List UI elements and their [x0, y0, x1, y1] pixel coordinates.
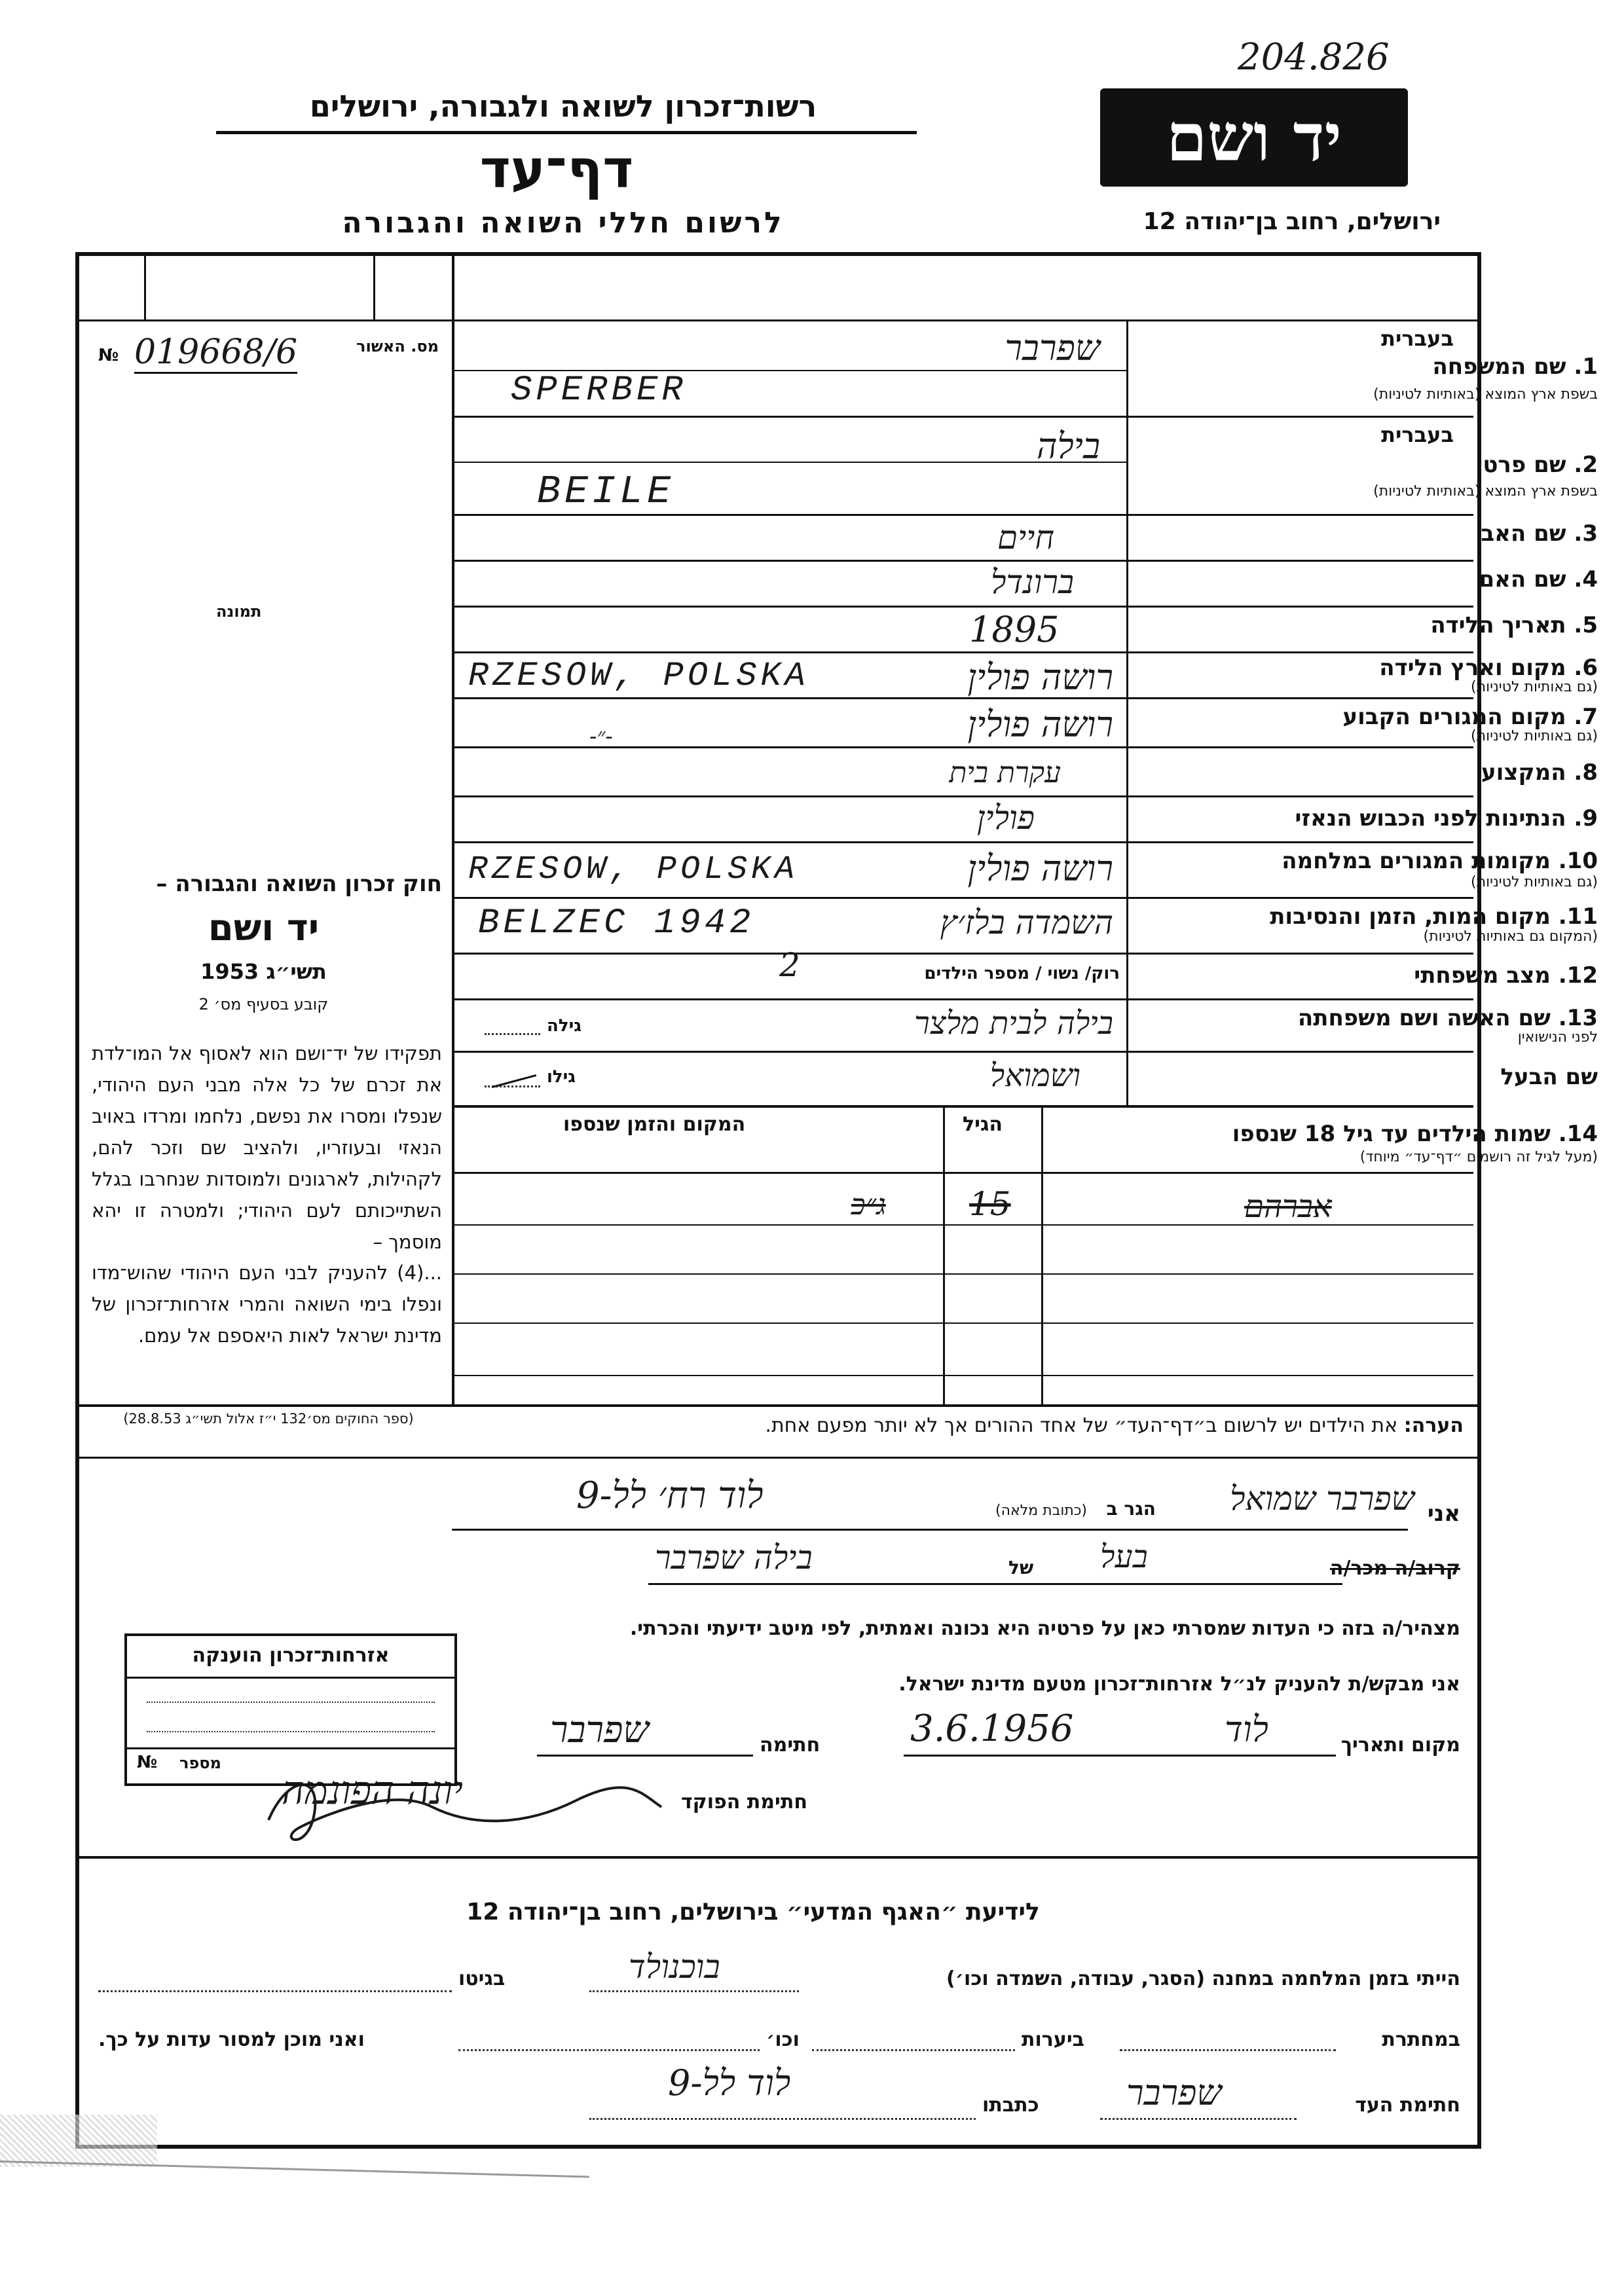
row-line-12 [454, 998, 1473, 1000]
field-9-value: פולין [976, 799, 1035, 837]
row-line-13 [454, 1051, 1473, 1053]
approval-label: מס. האשור [356, 337, 439, 355]
child-place: ג״כ [851, 1188, 886, 1222]
memorial-box-line-2 [147, 1731, 435, 1732]
footer-sig-line [1100, 2118, 1297, 2120]
field-12-extra: רוק/ נשוי / מספר הילדים [924, 964, 1120, 983]
field-2-sub: בשפת ארץ המוצא (באותיות לטיניות) [1373, 483, 1598, 500]
note-bottom-line [75, 1457, 1477, 1459]
field-11-sub: (המקום גם באותיות לטיניות) [1423, 928, 1598, 945]
field-9-label [1295, 805, 1598, 831]
row-line-2a [454, 462, 1126, 463]
child-name: אברהם [1244, 1188, 1332, 1225]
row-line-14 [454, 1105, 1473, 1108]
field-1-label-text: שם המשפחה [1432, 354, 1566, 380]
form-subtitle: לרשום חללי השואה והגבורה [342, 206, 784, 240]
memorial-box-line-1 [147, 1702, 435, 1703]
field-1-num: 1. [1574, 354, 1598, 380]
field-6-num: 6. [1574, 655, 1598, 681]
children-title [1232, 1121, 1598, 1147]
memorial-box-number-label: מספר [179, 1754, 221, 1772]
photo-label: תמונה [216, 602, 262, 621]
footer-addr-value: לוד לל-9 [668, 2062, 791, 2104]
decl-place-date-label: מקום ותאריך [1340, 1734, 1460, 1757]
memorial-box-title: אזרחות־זכרון הוענקה [127, 1636, 454, 1679]
field-4-num: 4. [1574, 566, 1598, 592]
field-1-lang: בעברית [1381, 326, 1454, 351]
decl-of-label: של [1008, 1557, 1034, 1578]
field-9-label-text: הנתינות לפני הכבוש הנאזי [1295, 805, 1566, 831]
field-1-value-he: שפרבר [1005, 327, 1100, 369]
note-text: את הילדים יש לרשום ב״דף־העד״ של אחד ההורים אך לא יותר מפעם אחת. [765, 1414, 1398, 1437]
field-13-age-label: גילה [547, 1016, 581, 1036]
law-year: תשי״ג 1953 [200, 959, 327, 984]
header-underline [216, 131, 917, 134]
footer-line1-fill-2 [98, 1990, 452, 1992]
footer-line1-fill [589, 1990, 799, 1992]
footer-addr-line [589, 2118, 976, 2120]
field-5-label-text: תאריך הלידה [1430, 612, 1566, 638]
decl-signature: שפרבר [550, 1709, 649, 1751]
field-6-label-text: מקום וארץ הלידה [1379, 655, 1566, 681]
memorial-box [124, 1633, 457, 1786]
field-5-label [1430, 612, 1598, 638]
field-4-label-text: שם האם [1479, 566, 1566, 592]
decl-place: לוד [1225, 1709, 1268, 1750]
field-12-num: 12. [1558, 962, 1598, 989]
children-col-b [943, 1105, 945, 1406]
note-row [765, 1414, 1464, 1437]
field-13-num: 13. [1558, 1005, 1598, 1031]
row-line-4 [454, 606, 1473, 608]
children-col-age: הגיל [963, 1113, 1003, 1136]
field-13-label-text: שם האשה ושם משפחתה [1297, 1005, 1551, 1031]
decl-line-date [904, 1755, 1336, 1757]
decl-address-hint: (כתובת מלאה) [995, 1503, 1087, 1519]
field-10-sub: (גם באותיות לטיניות) [1471, 874, 1598, 890]
children-header-line [454, 1172, 1473, 1174]
field-13-value: בילה לבית מלצר [914, 1005, 1113, 1042]
law-name: יד ושם [208, 907, 320, 949]
children-num: 14. [1558, 1121, 1598, 1147]
field-13-sub: לפני הנישואין [1517, 1029, 1598, 1046]
field-3-num: 3. [1574, 520, 1598, 547]
field-6-value-latin: RZESOW, POLSKA [468, 657, 809, 695]
yad-vashem-logo [1100, 88, 1408, 187]
decl-of-value: בילה שפרבר [655, 1539, 813, 1576]
field-6-value-he: רושה פולין [967, 657, 1113, 698]
children-row-2 [454, 1273, 1473, 1275]
field-10-value-latin: RZESOW, POLSKA [468, 851, 799, 888]
row-line-10 [454, 897, 1473, 899]
field-4-label [1479, 566, 1598, 592]
approval-value: 019668/6 [134, 333, 297, 374]
field-2-label [1476, 452, 1598, 478]
field-8-label-text: המקצוע [1481, 759, 1566, 786]
law-title: חוק זכרון השואה והגבורה – [156, 871, 442, 897]
header-address: ירושלים, רחוב בן־יהודה 12 [1143, 208, 1441, 235]
field-3-value: חיים [997, 519, 1054, 556]
field-10-value-he: רושה פולין [967, 848, 1113, 889]
field-7-value-he: רושה פולין [967, 704, 1113, 745]
field-12-label-text: מצב משפחתי [1414, 962, 1551, 989]
row-line-8 [454, 795, 1473, 797]
field-2-label-text: שם פרטי [1476, 452, 1566, 478]
field-5-num: 5. [1574, 612, 1598, 638]
field-2-value-he: בילה [1036, 426, 1100, 467]
institution-name: רשות־זכרון לשואה ולגבורה, ירושלים [309, 88, 817, 124]
decl-relation: בעל [1100, 1539, 1148, 1575]
form-title: דף־עד [479, 139, 634, 200]
law-text-1: תפקידו של יד־ושם הוא לאסוף אל המו־לדת את זכרם של כל אלה מבני העם היהודי, שנפלו ומסרו את נפשם, נלחמו ומרדו באויב הנאזי ובעוזריו, ולהציב שם וזכר להם, לקהילות, לארגונים ולמוסדות שנחרבו בגלל השתייכותם לעם היהודי; ולמטרה זו יהא מוסמך – [92, 1042, 442, 1253]
husband-value: ושמואל [989, 1057, 1080, 1094]
decl-name: שפרבר שמואל [1230, 1480, 1414, 1518]
row-line-3 [454, 560, 1473, 562]
top-strip-tick-b [373, 256, 375, 319]
row-line-9 [454, 841, 1473, 843]
children-col-a [1041, 1105, 1043, 1406]
footer-line2-b: ביערות [1022, 2028, 1084, 2051]
footer-line2-fill-b [812, 2049, 1015, 2051]
footer-title: לידיעת ״האגף המדעי״ בירושלים, רחוב בן־יהודה 12 [466, 1899, 1040, 1925]
label-divider [1126, 319, 1128, 1105]
decl-date: 3.6.1956 [910, 1707, 1074, 1750]
field-8-num: 8. [1574, 759, 1598, 786]
field-7-label [1342, 704, 1598, 730]
field-11-num: 11. [1558, 903, 1598, 930]
field-10-num: 10. [1558, 848, 1598, 874]
row-line-5 [454, 651, 1473, 653]
field-12-value: 2 [779, 946, 800, 984]
decl-i-label: אני [1427, 1501, 1460, 1527]
footer-addr-label: כתבתו [982, 2094, 1039, 2117]
field-3-label [1481, 520, 1598, 547]
logo-text: יד ושם [1166, 99, 1342, 176]
field-13-label [1298, 1005, 1598, 1031]
field-9-num: 9. [1574, 805, 1598, 831]
field-4-value: ברונדל [991, 563, 1074, 601]
top-strip-line [75, 319, 1477, 321]
field-1-sub: בשפת ארץ המוצא (באותיות לטיניות) [1373, 386, 1598, 403]
field-11-label [1270, 903, 1598, 930]
children-title-text: שמות הילדים עד גיל 18 שנספו [1232, 1121, 1551, 1147]
children-row-4 [454, 1375, 1473, 1376]
field-2-value-latin: BEILE [537, 470, 675, 515]
field-12-label [1414, 962, 1598, 989]
field-11-value-he: השמדה בלז׳ץ [940, 903, 1113, 941]
decl-relation-label: קרוב/ה מכר/ה [1329, 1557, 1460, 1580]
field-7-sub: (גם באותיות לטיניות) [1471, 728, 1598, 744]
field-7-value-latin: -״- [589, 723, 613, 750]
field-5-value: 1895 [969, 609, 1060, 650]
decl-line-1 [452, 1529, 1408, 1531]
field-11-value-latin: BELZEC 1942 [478, 903, 755, 943]
field-10-label-text: מקומות המגורים במלחמה [1282, 848, 1551, 874]
children-row-3 [454, 1322, 1473, 1324]
field-8-label [1481, 759, 1598, 786]
decl-line-2 [648, 1583, 1342, 1585]
decl-resides: הגר ב [1106, 1498, 1156, 1520]
decl-official-label: חתימת הפוקד [681, 1791, 807, 1813]
footer-sig-value: שפרבר [1126, 2072, 1222, 2113]
field-6-label [1379, 655, 1598, 681]
field-11-label-text: מקום המות, הזמן והנסיבות [1270, 903, 1551, 930]
memorial-box-no-mark: № [137, 1753, 158, 1772]
footer-line1-label: הייתי בזמן המלחמה במחנה (הסגר, עבודה, השמדה וכו׳) [946, 1967, 1460, 1990]
decl-line-sig [537, 1755, 753, 1757]
field-8-value: עקרת בית [949, 756, 1061, 790]
law-clause: קובע בסעיף מס׳ 2 [198, 995, 329, 1013]
field-7-num: 7. [1574, 704, 1598, 730]
law-ref: (ספר החוקים מס׳132 י״ז אלול תשי״ג 28.8.53) [123, 1411, 414, 1427]
footer-sig-label: חתימת העד [1355, 2094, 1460, 2117]
field-7-label-text: מקום המגורים הקבוע [1342, 704, 1566, 730]
child-age: 15 [969, 1185, 1011, 1223]
scan-artifact [0, 2115, 157, 2167]
field-10-label [1282, 848, 1598, 874]
footer-line1-value: בוכנולד [629, 1948, 720, 1986]
decl-address: לוד רח׳ לל-9 [576, 1474, 764, 1517]
row-line-11 [454, 953, 1473, 955]
decl-statement-1: מצהיר/ה בזה כי העדות שמסרתי כאן על פרטיה היא נכונה ואמתית, לפי מיטב ידיעתי והכרתי. [629, 1617, 1460, 1640]
footer-line1-end: בגיטו [458, 1967, 506, 1990]
note-label: הערה: [1403, 1414, 1464, 1437]
field-6-sub: (גם באותיות לטיניות) [1471, 679, 1598, 695]
husband-age-label: גילו [547, 1067, 576, 1087]
row-line-6 [454, 697, 1473, 699]
children-col-place: המקום והזמן שנספו [563, 1113, 746, 1136]
field-2-lang: בעברית [1381, 422, 1454, 447]
footer-top-line [75, 1856, 1477, 1859]
field-2-num: 2. [1574, 452, 1598, 478]
field-1-label [1432, 354, 1598, 380]
footer-line2-fill-c [458, 2049, 760, 2051]
decl-statement-2: אני מבקש/ת להעניק לנ״ל אזרחות־זכרון מטעם מדינת ישראל. [898, 1673, 1460, 1696]
field-3-label-text: שם האב [1481, 520, 1566, 547]
scan-edge-line [0, 2160, 589, 2178]
children-bottom-line [75, 1404, 1477, 1407]
decl-signature-label: חתימה [760, 1734, 821, 1757]
sidebar-divider [452, 252, 454, 1404]
decl-official-sig: יונה הפונמה [282, 1768, 464, 1813]
field-13-age-line [485, 1033, 540, 1035]
law-text-2: ...(4) להעניק לבני העם היהודי שהוש־מדו ונפלו בימי השואה והמרי אזרחות־זכרון של מדינת ישראל לאות היאספם אל עמם. [92, 1262, 442, 1347]
archive-number: 204.826 [1238, 36, 1390, 79]
footer-line2-d: ואני מוכן למסור עדות על כך. [98, 2028, 365, 2051]
top-strip-tick-a [144, 256, 146, 319]
row-line-1 [454, 416, 1473, 418]
footer-line2-fill-a [1120, 2049, 1336, 2051]
no-mark-approval: № [98, 346, 119, 365]
husband-label: שם הבעל [1500, 1064, 1598, 1090]
children-sub: (מעל לגיל זה רושמים ״דף־עד״ מיוחד) [1359, 1149, 1598, 1165]
memorial-box-divider [127, 1747, 454, 1749]
footer-line2-a: במחתרת [1382, 2028, 1460, 2051]
footer-line2-c: וכו׳ [766, 2028, 800, 2051]
field-1-value-latin: SPERBER [511, 371, 687, 410]
